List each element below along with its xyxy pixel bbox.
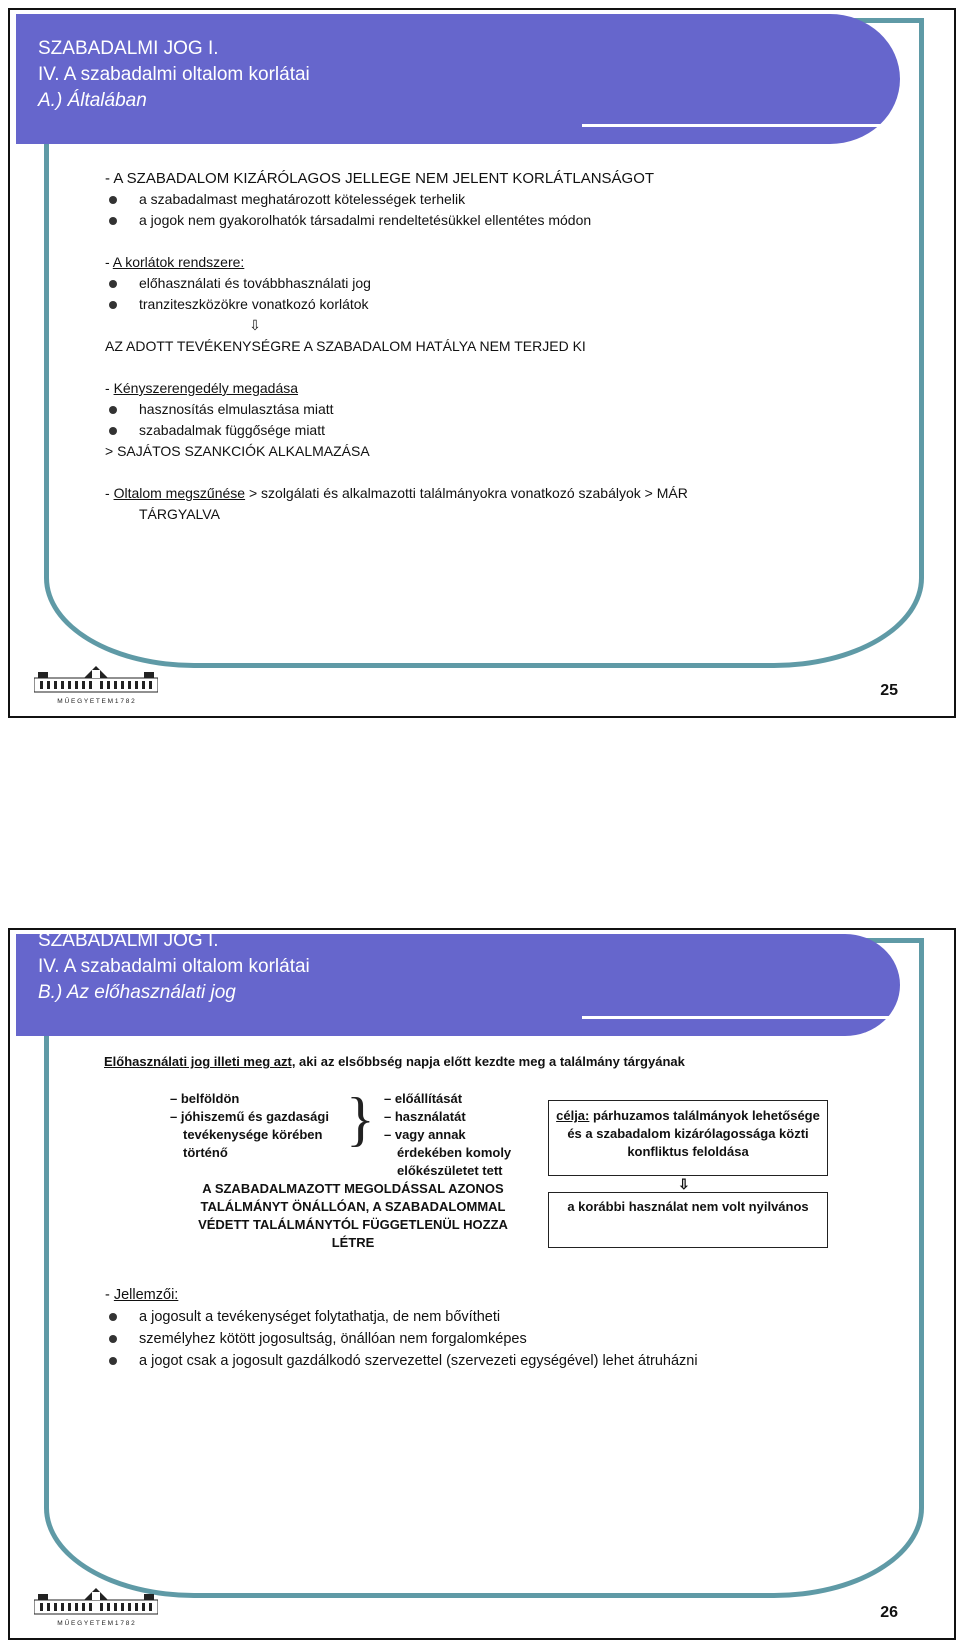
list-item: – vagy annak [384,1127,466,1142]
title-line: SZABADALMI JOG I. [38,930,219,951]
page-number: 25 [880,682,898,699]
purpose-box: célja: párhuzamos találmányok lehetősége és a szabadalom kizárólagossága közti konfliktus feloldása [548,1100,828,1176]
brace-icon: } [346,1086,375,1152]
bullet-item: a jogok nem gyakorolhatók társadalmi rendeltetésükkel ellentétes módon [105,210,688,231]
bullet-item: a jogosult a tevékenységet folytathatja, de nem bővítheti [105,1306,698,1328]
title-line: IV. A szabadalmi oltalom korlátai [38,64,310,85]
section-heading: - Jellemzői: [105,1287,179,1303]
slide-26 [8,928,956,1640]
list-item: előkészületet tett [397,1163,503,1178]
muegyetem-logo [34,1586,158,1628]
title-line: SZABADALMI JOG I. [38,38,219,59]
slide-title [38,928,310,1006]
bullet-item: tranziteszközökre vonatkozó korlátok [105,294,688,315]
title-line: A.) Általában [38,90,147,111]
list-item: érdekében komoly [397,1145,512,1160]
page-number: 26 [880,1604,898,1621]
condition-box: a korábbi használat nem volt nyilvános [548,1192,828,1248]
slide-25 [8,8,956,718]
bullet-item: a szabadalmast meghatározott kötelességek terhelik [105,189,688,210]
bullet-item: előhasználati és továbbhasználati jog [105,273,688,294]
slide-body [105,1284,698,1372]
conclusion-text: AZ ADOTT TEVÉKENYSÉGRE A SZABADALOM HATÁLYA NEM TERJED KI [105,338,586,354]
down-arrow-icon: ⇩ [249,317,261,333]
svg-text:M Ű E G Y E T E M 1 7 8 2: M Ű E G Y E T E M 1 7 8 2 [57,1620,135,1627]
muegyetem-logo [34,664,158,706]
slide-frame [44,938,924,1598]
bullet-item: a jogot csak a jogosult gazdálkodó szervezettel (szervezeti egységével) lehet átruházni [105,1350,698,1372]
section-heading-cont: TÁRGYALVA [139,506,220,522]
header-rule [582,124,894,127]
header-rule [582,1016,894,1019]
section-heading: - A SZABADALOM KIZÁRÓLAGOS JELLEGE NEM JELENT KORLÁTLANSÁGOT [105,170,655,187]
section-heading: - Oltalom megszűnése > szolgálati és alkalmazotti találmányokra vonatkozó szabályok > MÁR [105,485,688,501]
list-item: – belföldön [170,1091,240,1106]
down-arrow-icon: ⇩ [678,1176,690,1192]
mid-list [384,1090,511,1180]
bullet-item: személyhez kötött jogosultság, önállóan nem forgalomképes [105,1328,698,1350]
list-item: történő [183,1145,228,1160]
list-item: – jóhiszemű és gazdasági [170,1109,329,1124]
sanctions-text: > SAJÁTOS SZANKCIÓK ALKALMAZÁSA [105,443,370,459]
list-item: – előállítását [384,1091,463,1106]
section-heading: - Kényszerengedély megadása [105,380,299,396]
slide-body [105,168,688,525]
list-item: – használatát [384,1109,466,1124]
list-item: tevékenysége körében [183,1127,323,1142]
caps-statement: A SZABADALMAZOTT MEGOLDÁSSAL AZONOS TALÁLMÁNYT ÖNÁLLÓAN, A SZABADALOMMAL VÉDETT TALÁLMÁNYTÓL FÜGGETLENÜL HOZZA LÉTRE [198,1181,508,1250]
bullet-item: szabadalmak függősége miatt [105,420,688,441]
svg-text:M Ű E G Y E T E M 1 7 8 2: M Ű E G Y E T E M 1 7 8 2 [57,698,135,705]
slide-title [38,36,310,114]
title-line: IV. A szabadalmi oltalom korlátai [38,956,310,977]
intro-text: Előhasználati jog illeti meg azt, aki az elsőbbség napja előtt kezdte meg a találmány tárgyának [104,1054,685,1069]
left-list [170,1090,329,1162]
title-line: B.) Az előhasználati jog [38,982,236,1003]
bullet-item: hasznosítás elmulasztása miatt [105,399,688,420]
section-heading: - A korlátok rendszere: [105,254,245,270]
